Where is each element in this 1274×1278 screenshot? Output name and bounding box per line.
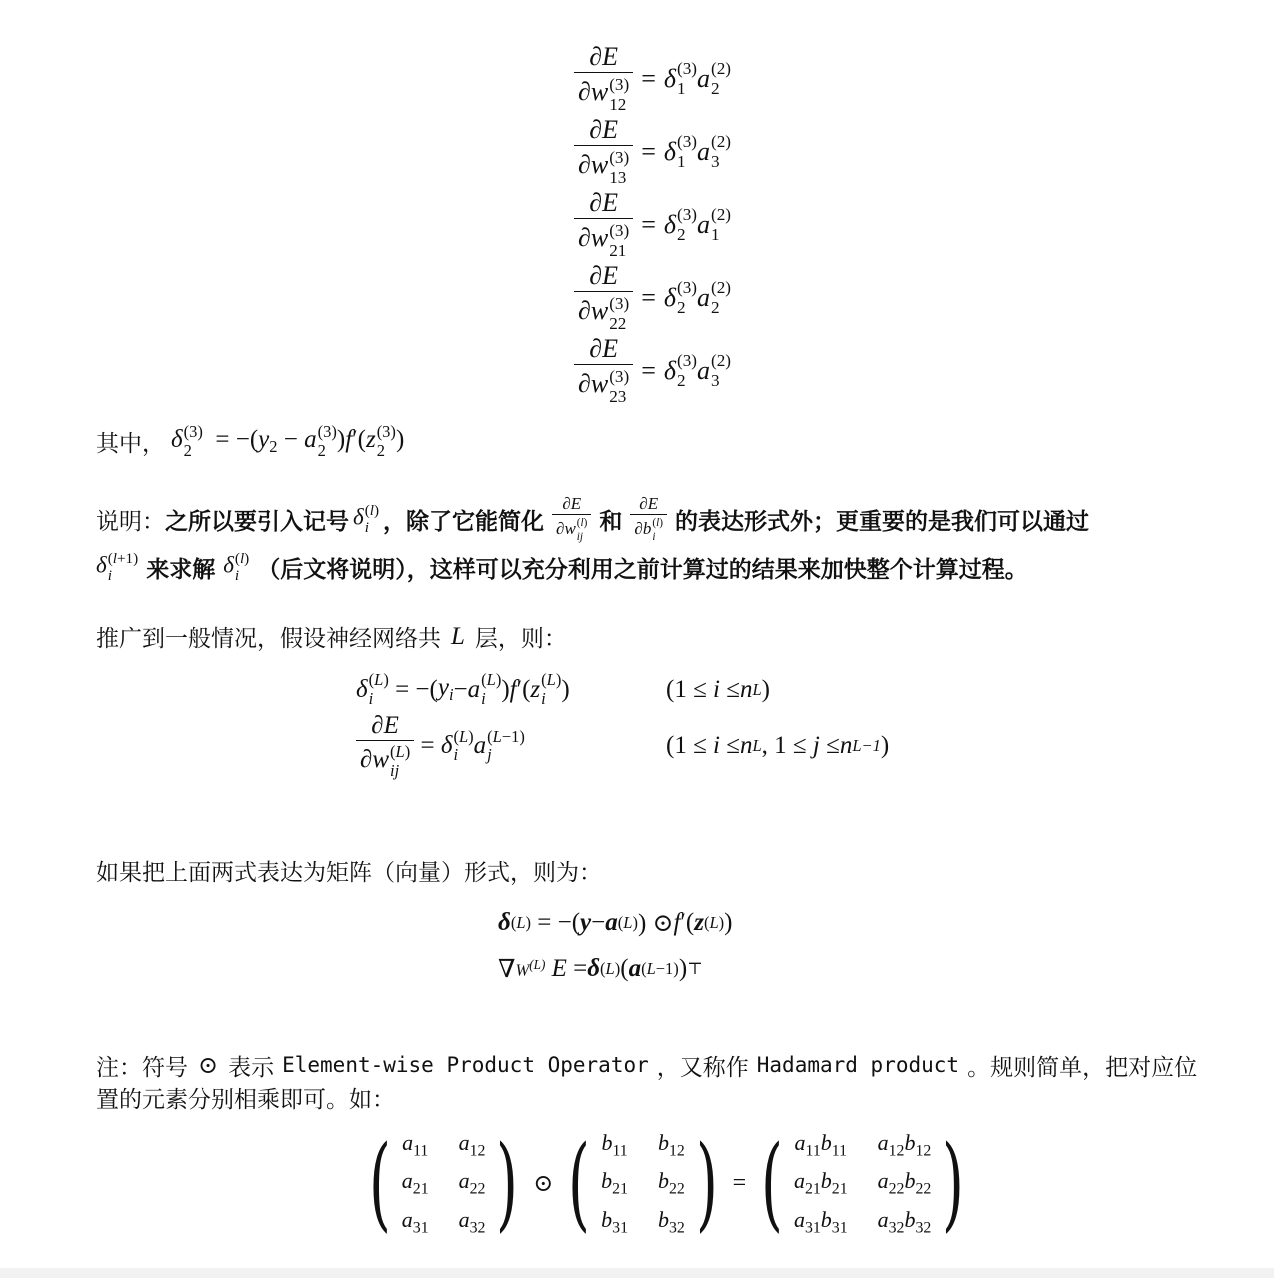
hadamard-matrix-example [360,1123,973,1243]
note-text-d: 来求解 [146,556,216,583]
delta-vector-equation: δ (L) = −( y − a (L) ) ⊙ f ′( z (L) ) [498,909,733,937]
where-label: 其中， [96,431,165,457]
delta-L-equation: δ (L) i = −( yi − a (L) i ) f ′( z (L) i ) [356,670,570,708]
matrix-cell: $a_{32}b_{32}$ [877,1206,932,1237]
gradient-vector-equation: ∇ $W^{(L)}$ E = δ (L) ( a (L−1) ) ⊤ [498,955,703,983]
gradient-equation-row: ∂E ∂w (3) 21 = δ (3) 2 a (2) 1 [574,190,731,259]
matrix-intro [96,854,1226,887]
note-text-e: （后文将说明），这样可以充分利用之前计算过的结果来加快整个计算过程。 [257,556,1028,583]
matrix-a: ( $a_{11}$ $a_{12}$ $a_{21}$ $a_{22}$ $a_{31}$ $a_{32}$ ) [368,1123,519,1243]
hadamard-note-c: ，又称作 [656,1054,749,1081]
general-equations [356,672,889,779]
delta-l-symbol: δ (l) i [353,501,380,536]
delta-definition: δ (3) 2 = −(y2 − a (3) 2 )f′(z (3) 2 ) [171,422,405,460]
hadamard-note-mono-b: Hadamard product [756,1053,960,1077]
general-intro [96,620,1226,653]
gradient-equation-row: ∂E ∂w (3) 12 = δ (3) 1 a (2) 2 [574,44,731,113]
matrix-cell: $a_{21}b_{21}$ [793,1168,848,1198]
gradient-equations [574,44,731,405]
gradient-equation-row: ∂E ∂w (3) 22 = δ (3) 2 a (2) 2 [574,263,731,332]
odot-operator: ⊙ [533,1171,554,1198]
vector-form-equations [498,900,732,992]
delta-l-symbol-2: δ (l) i [223,549,250,584]
where-line [96,424,1226,459]
matrix-cell: $b_{32}$ [657,1206,685,1237]
matrix-cell: $a_{31}$ [401,1206,429,1237]
matrix-cell: $a_{22}b_{22}$ [877,1168,932,1198]
matrix-cell: $b_{21}$ [601,1168,628,1198]
matrix-cell: $a_{21}$ [401,1168,429,1198]
matrix-cell: $a_{12}$ [458,1130,486,1160]
general-intro-a: 推广到一般情况，假设神经网络共 [96,626,441,652]
hadamard-note-b: 表示 [228,1054,275,1081]
note-text-b: ，除了它能简化 [383,508,545,535]
matrix-cell: $a_{22}$ [458,1168,486,1198]
note-label: 说明： [96,508,165,535]
delta-l-plus-1-symbol: δ (l+1) i [96,549,139,584]
matrix-cell: $a_{32}$ [458,1206,486,1237]
matrix-cell: $a_{31}b_{31}$ [793,1206,848,1237]
matrix-cell: $a_{11}b_{11}$ [794,1130,848,1160]
hadamard-note-e: 置的元素分别相乘即可。如： [96,1086,395,1113]
matrix-cell: $a_{11}$ [402,1130,429,1160]
hadamard-note-d: 。规则简单，把对应位 [967,1054,1198,1081]
hadamard-note-a: 注：符号 [96,1054,188,1081]
matrix-cell: $b_{11}$ [601,1130,628,1160]
gradient-equation-row: ∂E ∂w (3) 13 = δ (3) 1 a (2) 3 [574,117,731,186]
explanation-paragraph [96,494,1226,590]
note-text-c: 的表达形式外；更重要的是我们可以通过 [674,508,1089,535]
matrix-cell: $b_{22}$ [657,1168,685,1198]
hadamard-note-mono-a: Element-wise Product Operator [282,1053,649,1077]
gradient-equation-row: ∂E ∂w (3) 23 = δ (3) 2 a (2) 3 [574,336,731,405]
matrix-b: ( $b_{11}$ $b_{12}$ $b_{21}$ $b_{22}$ $b_{31}$ $b_{32}$ ) [568,1123,718,1243]
note-and: 和 [599,508,623,535]
matrix-intro-text: 如果把上面两式表达为矩阵（向量）形式，则为： [96,860,602,886]
general-intro-b: 层，则： [474,626,567,652]
matrix-cell: $a_{12}b_{12}$ [877,1130,932,1160]
dE-dw-fraction: ∂E ∂w (l) ij [552,495,591,542]
matrix-cell: $b_{31}$ [601,1206,628,1237]
dE-dw-L-equation: ∂E ∂w (L) ij = δ (L) i a (L−1) j [356,713,666,779]
equals-operator: = [732,1170,747,1197]
matrix-c: ( $a_{11}b_{11}$ $a_{12}b_{12}$ $a_{21}b_{21}$ $a_{22}b_{22}$ $a_{31}b_{31}$ $a_{32}b_{32}$ ) [761,1123,965,1243]
layer-count-symbol: L [451,622,465,650]
bottom-strip [0,1268,1274,1278]
matrix-cell: $b_{12}$ [657,1130,685,1160]
delta-L-range: (1 ≤ i ≤ n L ) [666,675,770,703]
hadamard-note [96,1048,1226,1112]
note-text-a: 之所以要引入记号 [165,508,349,535]
dE-dw-L-range: (1 ≤ i ≤ n L , 1 ≤ j ≤ n L−1 ) [666,732,890,759]
odot-symbol: ⊙ [198,1052,219,1079]
dE-db-fraction: ∂E ∂b (l) i [630,495,667,542]
